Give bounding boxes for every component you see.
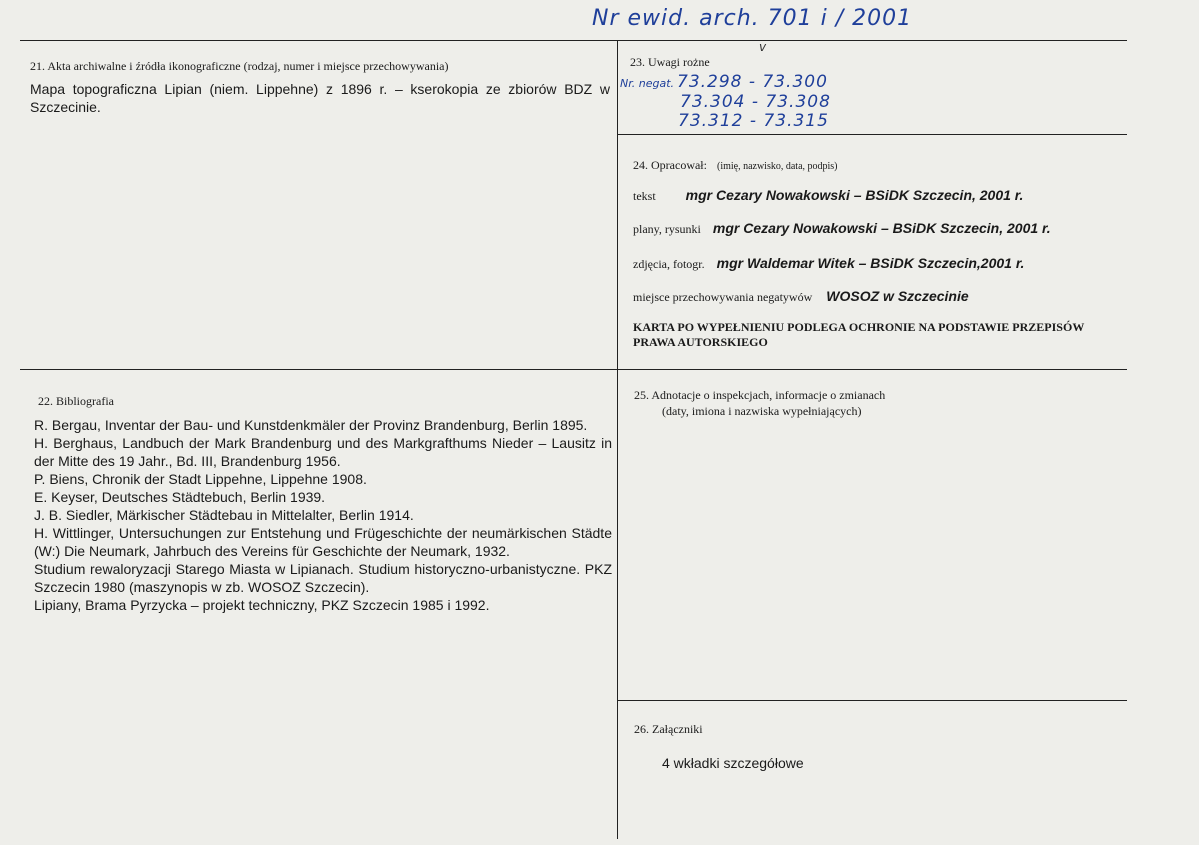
bibliography-entry: P. Biens, Chronik der Stadt Lippehne, Lippehne 1908. [34,471,367,487]
author-row-key: zdjęcia, fotogr. [633,257,705,271]
storage-key: miejsce przechowywania negatywów [633,290,813,304]
check-mark: v [759,40,767,54]
top-border-line [20,40,1127,41]
storage-value: WOSOZ w Szczecinie [826,288,969,304]
bibliography-entry: H. Wittlinger, Untersuchungen zur Entstehung und Frügeschichte der neumärkischen Städte (W:) Die Neumark, Jahrbuch des Vereins für Geschichte der Neumark, 1932. [34,525,612,559]
negatives-storage-row [633,288,969,306]
sec23-label: 23. Uwagi rożne [630,55,710,69]
author-row-key: plany, rysunki [633,222,701,236]
sec24-label-note: (imię, nazwisko, data, podpis) [716,161,838,172]
negative-range-2: 73.304 - 73.308 [680,92,831,112]
sec24-label-main: 24. Opracował: [633,158,707,172]
sec25-bottom-line [617,700,1127,701]
sec25-label: 25. Adnotacje o inspekcjach, informacje o zmianach [634,388,886,402]
sec25-label-note: (daty, imiona i nazwiska wypełniających) [662,404,862,418]
center-divider-bottom [617,369,618,839]
attachments-text: 4 wkładki szczegółowe [662,755,804,771]
bibliography-list [34,416,612,614]
author-row-plans [633,220,1051,238]
negative-range-3: 73.312 - 73.315 [678,111,829,131]
bibliography-entry: J. B. Siedler, Märkischer Städtebau in Mittelalter, Berlin 1914. [34,507,414,523]
bibliography-entry: R. Bergau, Inventar der Bau- und Kunstdenkmäler der Provinz Brandenburg, Berlin 1895. [34,417,588,433]
negative-range-1: 73.298 - 73.300 [677,72,828,92]
bibliography-entry: E. Keyser, Deutsches Städtebuch, Berlin 1939. [34,489,326,505]
center-divider-top [617,40,618,370]
bibliography-entry: H. Berghaus, Landbuch der Mark Brandenburg und des Markgrafthums Nieder – Lausitz in der Mitte des 19 Jahr., Bd. III, Brandenburg 1956. [34,435,612,469]
sec26-label: 26. Załączniki [634,722,703,736]
copyright-notice: KARTA PO WYPEŁNIENIU PODLEGA OCHRONIE NA PODSTAWIE PRZEPISÓW PRAWA AUTORSKIEGO [633,320,1085,349]
author-row-text [633,187,1023,205]
sec21-text: Mapa topograficzna Lipian (niem. Lippehne) z 1896 r. – kserokopia ze zbiorów BDZ w Szczecinie. [30,81,610,115]
author-row-value: mgr Cezary Nowakowski – BSiDK Szczecin, 2001 r. [685,187,1024,203]
bibliography-entry: Studium rewaloryzacji Starego Miasta w Lipianach. Studium historyczno-urbanistyczne. PKZ Szczecin 1980 (maszynopis w zb. WOSOZ Szczecin). [34,561,612,595]
archive-number-note: Nr ewid. arch. 701 i / 2001 [592,6,913,31]
author-row-value: mgr Cezary Nowakowski – BSiDK Szczecin, 2001 r. [712,220,1051,236]
sec21-label: 21. Akta archiwalne i źródła ikonograficzne (rodzaj, numer i miejsce przechowywania) [30,59,449,73]
sec24-label [633,156,838,174]
bibliography-entry: Lipiany, Brama Pyrzycka – projekt techniczny, PKZ Szczecin 1985 i 1992. [34,597,490,613]
middle-border-line [20,369,1127,370]
sec22-label: 22. Bibliografia [38,394,114,408]
author-row-photos [633,255,1024,273]
sec23-bottom-line [617,134,1127,135]
negative-prefix: Nr. negat. [620,77,675,90]
author-row-key: tekst [633,189,656,203]
author-row-value: mgr Waldemar Witek – BSiDK Szczecin,2001 r. [716,255,1025,271]
